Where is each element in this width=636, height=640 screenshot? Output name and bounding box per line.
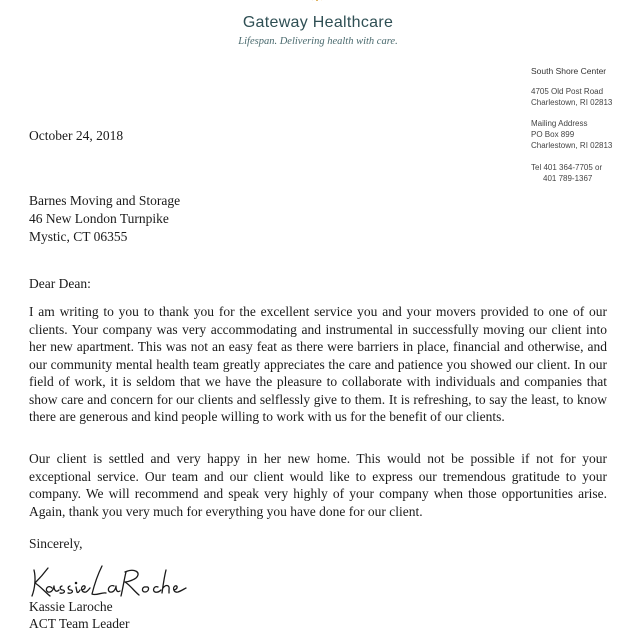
mailing-address-label: Mailing Address [531, 119, 588, 128]
mailing-address-line: PO Box 899 [531, 130, 575, 139]
recipient-address [29, 192, 180, 246]
recipient-line: 46 New London Turnpike [29, 211, 169, 226]
sun-logo-icon [302, 0, 332, 6]
letter-date: October 24, 2018 [29, 128, 124, 143]
phone-line: 401 789-1367 [543, 174, 593, 183]
signer-name: Kassie Laroche [29, 599, 113, 614]
organization-tagline: Lifespan. Delivering health with care. [238, 36, 398, 47]
organization-name: Gateway Healthcare [242, 14, 394, 31]
street-address-line: Charlestown, RI 02813 [531, 98, 613, 107]
handwritten-signature [26, 560, 226, 602]
recipient-line: Barnes Moving and Storage [29, 193, 181, 208]
closing: Sincerely, [29, 536, 83, 551]
mailing-address-line: Charlestown, RI 02813 [531, 141, 613, 150]
body-paragraph: I am writing to you to thank you for the excellent service you and your movers provided to one of our clients. Your company was very accommodating and instrumental in successfully moving our client into her new apartment. This was not an easy feat as there were barriers in place, financial and otherwise, and our community mental health team greatly appreciates the care and patience you showed our client. In our field of work, it is seldom that we have the pleasure to collaborate with individuals and companies that show care and concern for our clients and selflessly give to them. It is refreshing, to say the least, to know there are generous and kind people willing to work with us for the benefit of our clients. [29, 304, 607, 424]
phone-line: Tel 401 364-7705 or [531, 163, 603, 172]
signer-title: ACT Team Leader [29, 616, 130, 631]
center-name: South Shore Center [531, 66, 607, 76]
salutation: Dear Dean: [29, 276, 91, 291]
street-address-line: 4705 Old Post Road [531, 87, 604, 96]
body-paragraph: Our client is settled and very happy in her new home. This would not be possible if not for your exceptional service. Our team and our client would like to express our tremendous gratitude to your company. We will recommend and speak very highly of your company when those opportunities arise. Again, thank you very much for everything you have done for our client. [29, 451, 607, 519]
recipient-line: Mystic, CT 06355 [29, 229, 128, 244]
